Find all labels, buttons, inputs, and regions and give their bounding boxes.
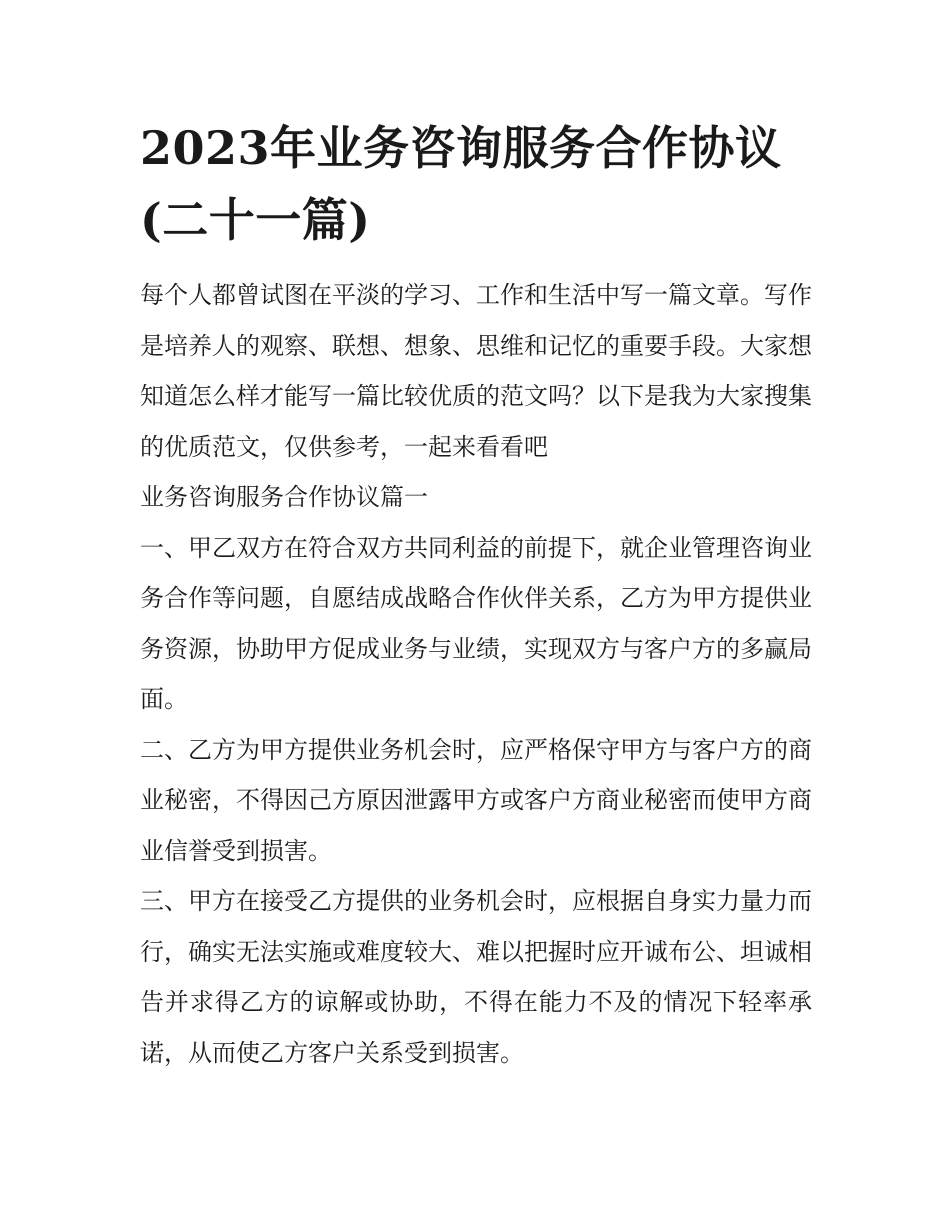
intro-paragraph: 每个人都曾试图在平淡的学习、工作和生活中写一篇文章。写作是培养人的观察、联想、想象、思维和记忆的重要手段。大家想知道怎么样才能写一篇比较优质的范文吗？以下是我为大家搜集的优质范文，仅供参考，一起来看看吧 bbox=[140, 281, 812, 461]
clause-3: 三、甲方在接受乙方提供的业务机会时，应根据自身实力量力而行，确实无法实施或难度较大、难以把握时应开诚布公、坦诚相告并求得乙方的谅解或协助，不得在能力不及的情况下轻率承诺，从而使乙方客户关系受到损害。 bbox=[140, 887, 812, 1067]
document-title: 2023年业务咨询服务合作协议(二十一篇) bbox=[140, 121, 782, 247]
clause-1: 一、甲乙双方在符合双方共同利益的前提下，就企业管理咨询业务合作等问题，自愿结成战略合作伙伴关系，乙方为甲方提供业务资源，协助甲方促成业务与业绩，实现双方与客户方的多赢局面。 bbox=[140, 533, 812, 713]
clause-2: 二、乙方为甲方提供业务机会时，应严格保守甲方与客户方的商业秘密，不得因己方原因泄露甲方或客户方商业秘密而使甲方商业信誉受到损害。 bbox=[140, 735, 812, 865]
document-page bbox=[140, 112, 812, 1078]
section-heading: 业务咨询服务合作协议篇一 bbox=[140, 483, 428, 511]
